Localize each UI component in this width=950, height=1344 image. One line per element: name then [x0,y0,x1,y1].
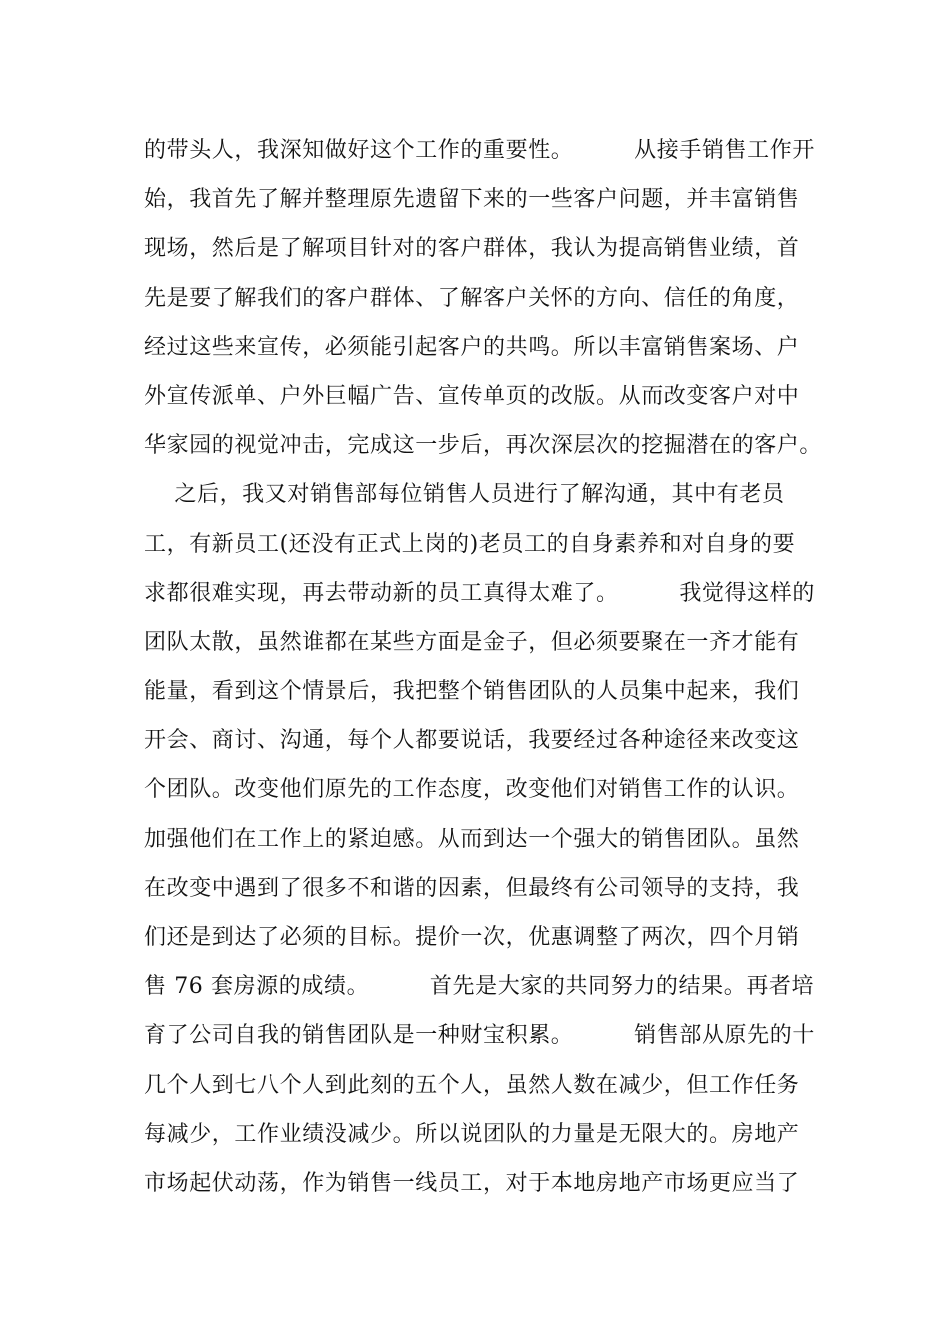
text-line: 现场，然后是了解项目针对的客户群体，我认为提高销售业绩，首 [144,236,800,262]
text-line: 工，有新员工(还没有正式上岗的)老员工的自身素养和对自身的要 [144,531,796,557]
text-line: 几个人到七八个人到此刻的五个人，虽然人数在减少，但工作任务 [144,1072,800,1098]
text-line: 能量，看到这个情景后，我把整个销售团队的人员集中起来，我们 [144,679,800,705]
text-line: 团队太散，虽然谁都在某些方面是金子，但必须要聚在一齐才能有 [144,629,800,655]
text-line: 求都很难实现，再去带动新的员工真得太难了。 我觉得这样的 [144,580,815,606]
text-line: 始，我首先了解并整理原先遗留下来的一些客户问题，并丰富销售 [144,187,800,213]
text-line: 售 76 套房源的成绩。 首先是大家的共同努力的结果。再者培 [144,974,815,1000]
text-line: 开会、商讨、沟通，每个人都要说话，我要经过各种途径来改变这 [144,728,800,754]
text-line: 华家园的视觉冲击，完成这一步后，再次深层次的挖掘潜在的客户。 [144,433,823,459]
text-line: 在改变中遇到了很多不和谐的因素，但最终有公司领导的支持，我 [144,875,800,901]
text-line: 个团队。改变他们原先的工作态度，改变他们对销售工作的认识。 [144,777,800,803]
text-line: 们还是到达了必须的目标。提价一次，优惠调整了两次，四个月销 [144,925,800,950]
body-text [144,131,824,1213]
text-line: 外宣传派单、户外巨幅广告、宣传单页的改版。从而改变客户对中 [144,383,800,409]
text-line: 经过这些来宣传，必须能引起客户的共鸣。所以丰富销售案场、户 [144,334,800,360]
text-line: 育了公司自我的销售团队是一种财宝积累。 销售部从原先的十 [144,1023,815,1049]
text-line: 的带头人，我深知做好这个工作的重要性。 从接手销售工作开 [144,138,815,163]
text-line: 之后，我又对销售部每位销售人员进行了解沟通，其中有老员 [144,482,785,508]
text-line: 每减少，工作业绩没减少。所以说团队的力量是无限大的。房地产 [144,1121,800,1147]
text-line: 市场起伏动荡，作为销售一线员工，对于本地房地产市场更应当了 [144,1170,800,1196]
text-line: 加强他们在工作上的紧迫感。从而到达一个强大的销售团队。虽然 [144,826,800,852]
text-line: 先是要了解我们的客户群体、了解客户关怀的方向、信任的角度， [144,285,800,311]
